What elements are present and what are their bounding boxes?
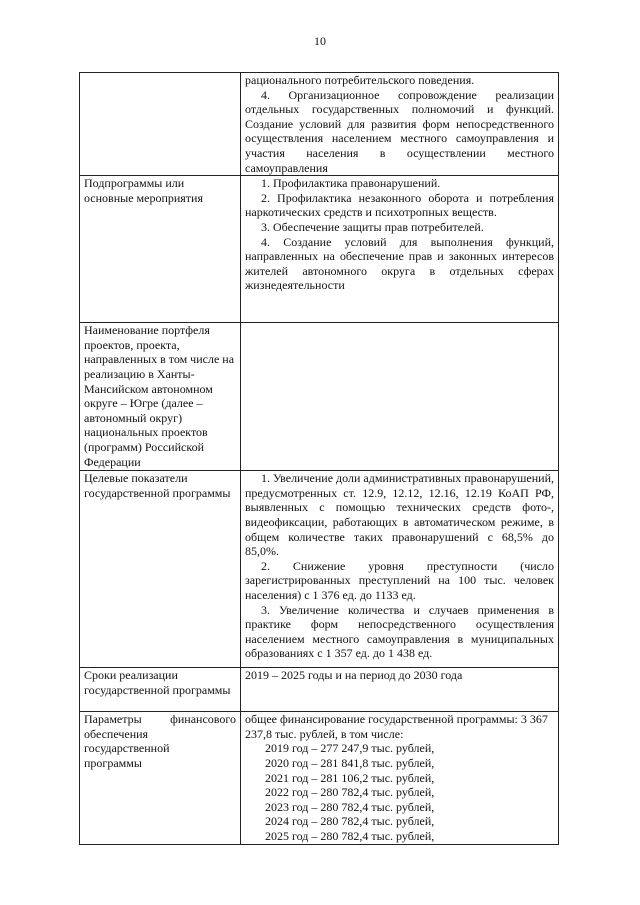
page-number: 10 (314, 34, 326, 48)
row-label (80, 712, 241, 844)
row-label (80, 73, 241, 176)
row-label: Наименование портфеля проектов, проекта, направленных в том числе на реализацию в Ханты-Мансийском автономном округе – Югре (далее – автономный округ) национальных проектов (программ) Российской Федерации (80, 323, 241, 471)
content-paragraph: 3. Обеспечение защиты прав потребителей. (261, 219, 484, 234)
row-label: Сроки реализации государственной программы (80, 668, 241, 712)
row-content (241, 668, 559, 712)
content-paragraph: 1. Увеличение доли административных правонарушений, предусмотренных ст. 12.9, 12.12, 12.16, 12.19 КоАП РФ, выявленных с помощью технических средств фото-, видеофиксации, работающих в автоматическом режиме, в общем количестве таких правонарушений с 68,5% до 85,0%. (245, 471, 554, 559)
row-content (241, 323, 559, 471)
year-line: 2023 год – 280 782,4 тыс. рублей, (265, 799, 435, 814)
row-content (241, 471, 559, 668)
table-row (80, 471, 559, 668)
content-paragraph: 4. Организационное сопровождение реализации отдельных государственных полномочий и функций. Создание условий для развития форм непосредственного осуществления населением местного самоуправления и участия населения в осуществлении местного самоуправления (245, 87, 554, 175)
content-paragraph: 2. Снижение уровня преступности (число зарегистрированных преступлений на 100 тыс. человек населения) с 1 376 ед. до 1133 ед. (245, 558, 554, 602)
content-paragraph: рационального потребительского поведения. (245, 73, 475, 87)
year-line: 2022 год – 280 782,4 тыс. рублей, (265, 785, 435, 800)
content-paragraph: 2. Профилактика незаконного оборота и потребления наркотических средств и психотропных веществ. (245, 190, 554, 220)
table-row (80, 176, 559, 323)
table-row (80, 323, 559, 471)
year-line: 2024 год – 280 782,4 тыс. рублей, (265, 814, 435, 829)
year-line: 2021 год – 281 106,2 тыс. рублей, (265, 770, 435, 785)
row-label: Подпрограммы или основные мероприятия (80, 176, 241, 323)
passport-table (79, 72, 559, 845)
row-content (241, 176, 559, 323)
content-paragraph: 2019 – 2025 годы и на период до 2030 года (245, 668, 463, 683)
year-line: 2025 год – 280 782,4 тыс. рублей, (265, 828, 435, 843)
content-paragraph: 3. Увеличение количества и случаев применения в практике форм непосредственного осуществления населением местного самоуправления в муниципальных образованиях с 1 357 ед. до 1 438 ед. (245, 602, 554, 661)
label-line: обеспечения (84, 726, 149, 741)
label-line: Параметры финансового (84, 712, 236, 727)
row-content (241, 73, 559, 176)
content-paragraph: общее финансирование государственной программы: 3 367 237,8 тыс. рублей, в том числе: (245, 712, 548, 741)
row-content (241, 712, 559, 844)
label-line: программы (84, 755, 142, 770)
content-paragraph: 1. Профилактика правонарушений. (261, 176, 441, 191)
row-label: Целевые показатели государственной программы (80, 471, 241, 668)
table-row (80, 668, 559, 712)
year-line: 2020 год – 281 841,8 тыс. рублей, (265, 755, 435, 770)
label-line: государственной (84, 741, 170, 756)
content-paragraph: 4. Создание условий для выполнения функций, направленных на обеспечение прав и законных интересов жителей автономного округа в отдельных сферах жизнедеятельности (245, 234, 554, 293)
table-row (80, 73, 559, 176)
year-line: 2019 год – 277 247,9 тыс. рублей, (265, 741, 435, 756)
table-row (80, 712, 559, 844)
